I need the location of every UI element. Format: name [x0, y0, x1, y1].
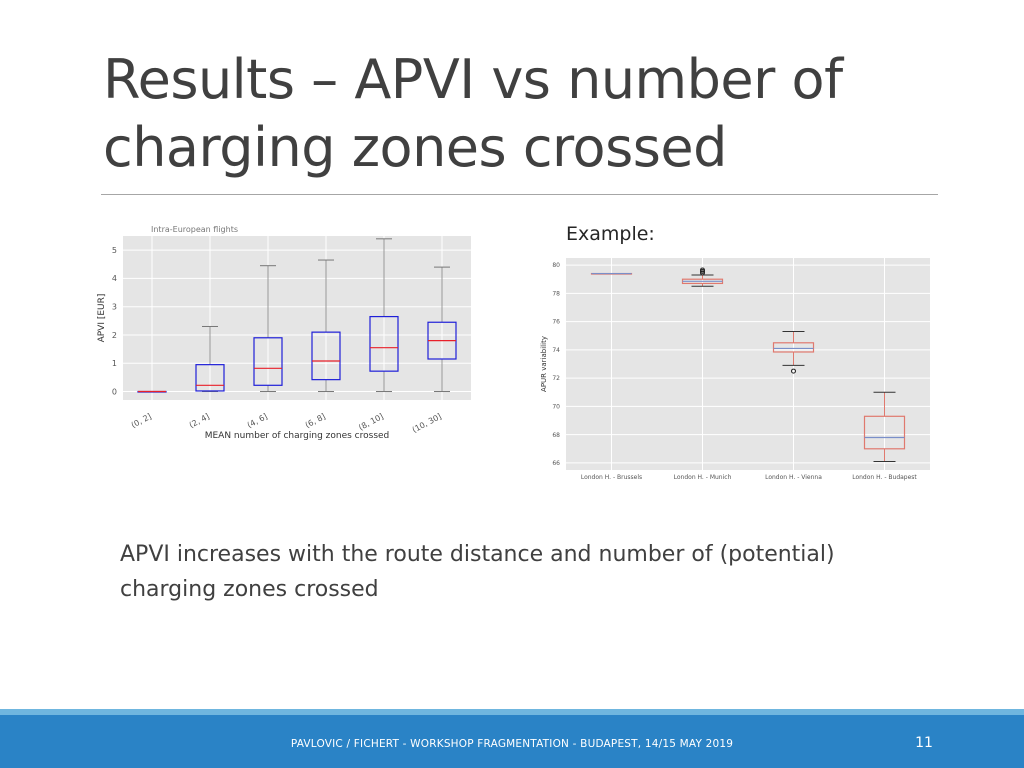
footer-text: PAVLOVIC / FICHERT - WORKSHOP FRAGMENTATION - BUDAPEST, 14/15 MAY 2019	[290, 738, 734, 750]
x-tick-label: London H. - Munich	[673, 474, 732, 481]
chart-title: Intra-European flights	[151, 225, 239, 234]
y-tick-label: 5	[111, 245, 117, 255]
y-axis-label: APUR variability	[540, 336, 548, 392]
y-tick-label: 78	[552, 290, 560, 298]
body-text: APVI increases with the route distance and number of (potential) charging zones crossed	[120, 542, 835, 602]
plot-background	[566, 258, 930, 470]
y-tick-label: 0	[111, 387, 117, 397]
slide-title: Results – APVI vs number of charging zones crossed	[103, 48, 843, 179]
y-tick-label: 68	[552, 431, 560, 439]
y-tick-label: 4	[111, 274, 117, 284]
page-number: 11	[915, 735, 933, 751]
footer-bar	[0, 715, 1024, 768]
y-tick-label: 70	[552, 403, 560, 411]
x-tick-label: (0, 2]	[129, 411, 153, 430]
title-divider	[101, 194, 938, 195]
x-tick-label: London H. - Budapest	[852, 474, 917, 481]
x-tick-label: (8, 10]	[357, 411, 385, 433]
x-tick-label: London H. - Brussels	[580, 474, 643, 481]
x-axis-label: MEAN number of charging zones crossed	[204, 431, 390, 441]
example-label: Example:	[566, 223, 655, 245]
y-tick-label: 76	[552, 318, 560, 326]
y-tick-label: 80	[552, 262, 560, 270]
x-tick-label: (2, 4]	[187, 411, 211, 430]
y-tick-label: 74	[552, 346, 560, 354]
y-tick-label: 72	[552, 375, 560, 383]
y-tick-label: 1	[111, 359, 117, 369]
x-tick-label: (6, 8]	[303, 411, 327, 430]
x-tick-label: London H. - Vienna	[765, 474, 822, 481]
y-axis-label: APVI [EUR]	[97, 293, 107, 343]
x-tick-label: (4, 6]	[245, 411, 269, 430]
x-tick-label: (10, 30]	[410, 411, 443, 435]
intra-european-boxplot-chart	[95, 224, 480, 444]
plot-background	[123, 236, 471, 400]
y-tick-label: 66	[552, 460, 560, 468]
london-routes-boxplot-chart	[538, 252, 938, 484]
y-tick-label: 3	[111, 302, 117, 312]
y-tick-label: 2	[111, 330, 117, 340]
